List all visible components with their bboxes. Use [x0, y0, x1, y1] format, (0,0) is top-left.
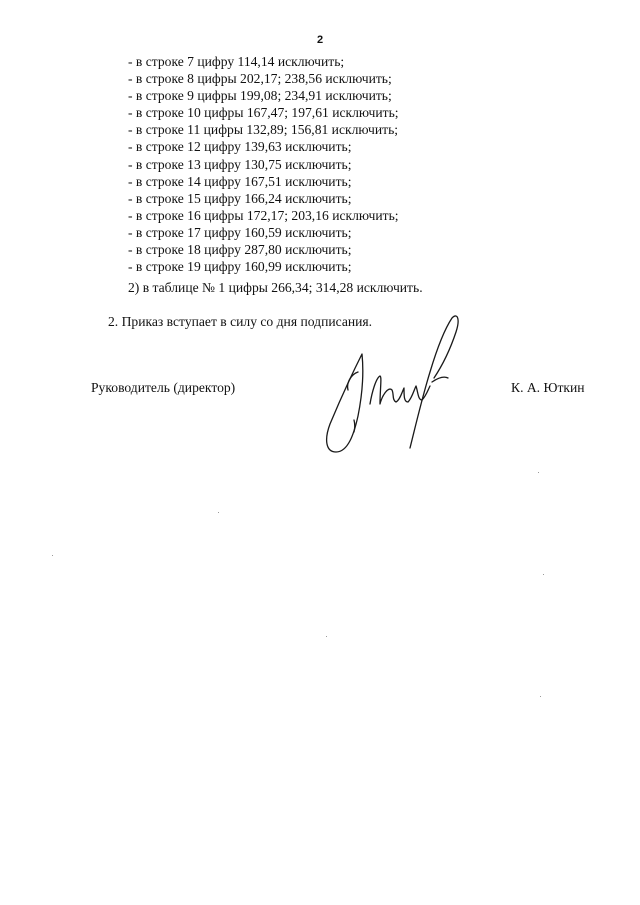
scan-speck [540, 696, 541, 697]
amendment-list [128, 53, 399, 275]
signatory-role: Руководитель (директор) [91, 380, 236, 395]
table-subclause: 2) в таблице № 1 цифры 266,34; 314,28 исключить. [128, 280, 423, 295]
scan-speck [326, 636, 327, 637]
list-item: - в строке 9 цифры 199,08; 234,91 исключить; [128, 88, 392, 104]
list-item: - в строке 8 цифры 202,17; 238,56 исключить; [128, 71, 392, 87]
handwritten-signature [318, 312, 466, 458]
list-item: - в строке 14 цифру 167,51 исключить; [128, 173, 352, 189]
signatory-name: К. А. Юткин [511, 380, 585, 395]
order-clause: 2. Приказ вступает в силу со дня подписания. [108, 314, 373, 329]
scan-speck [538, 472, 539, 473]
list-item: - в строке 10 цифры 167,47; 197,61 исключить; [128, 105, 399, 121]
signature-stroke [370, 376, 422, 404]
signature-stroke [354, 420, 355, 432]
signature-stroke [348, 372, 358, 390]
list-item: - в строке 15 цифру 166,24 исключить; [128, 190, 352, 206]
list-item: - в строке 13 цифру 130,75 исключить; [128, 156, 352, 172]
scan-speck [543, 574, 544, 575]
list-item: - в строке 17 цифру 160,59 исключить; [128, 224, 352, 240]
signature-stroke [327, 354, 363, 452]
list-item: - в строке 7 цифру 114,14 исключить; [128, 54, 345, 69]
list-item: - в строке 11 цифры 132,89; 156,81 исключить; [128, 122, 399, 138]
list-item: - в строке 16 цифры 172,17; 203,16 исключить; [128, 207, 399, 223]
scan-speck [218, 512, 219, 513]
scan-speck [52, 555, 53, 556]
list-item: - в строке 12 цифру 139,63 исключить; [128, 139, 352, 155]
page-number: 2 [316, 34, 324, 46]
list-item: - в строке 19 цифру 160,99 исключить; [128, 259, 352, 275]
signature-stroke [410, 316, 458, 448]
list-item: - в строке 18 цифру 287,80 исключить; [128, 242, 352, 258]
